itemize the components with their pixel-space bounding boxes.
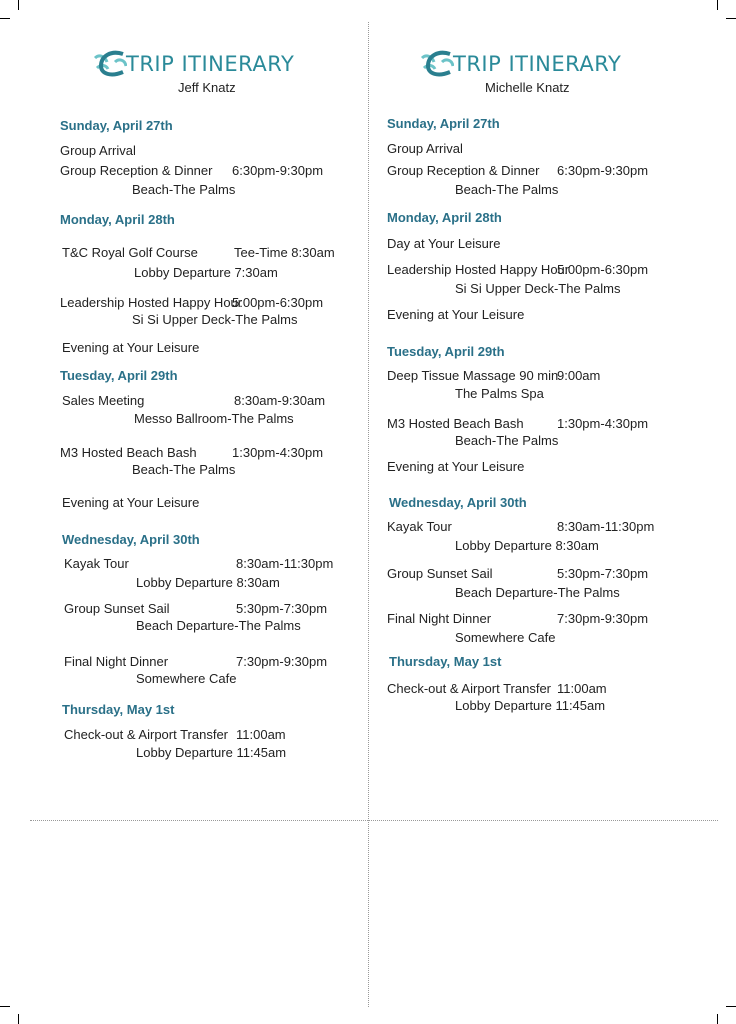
crop-mark [0,18,10,19]
event-title: Final Night Dinner [387,611,492,626]
event-title: Kayak Tour [387,519,452,534]
vertical-cut-line [368,22,369,1007]
event-location: Beach-The Palms [455,433,559,448]
day-heading: Thursday, May 1st [389,654,502,669]
event-location: Beach-The Palms [132,182,236,197]
event-title: Group Reception & Dinner [60,163,213,178]
event-title: Deep Tissue Massage 90 min [387,368,559,383]
event-time: 11:00am [236,727,286,742]
event-title: Final Night Dinner [64,654,169,669]
horizontal-cut-line [30,820,718,821]
event-location: Lobby Departure 7:30am [134,265,278,280]
event-time: 1:30pm-4:30pm [557,416,649,431]
event-time: 6:30pm-9:30pm [232,163,324,178]
crop-mark [0,1006,10,1007]
event-title: Day at Your Leisure [387,236,501,251]
event-location: Lobby Departure 8:30am [455,538,599,553]
wave-logo-icon [420,48,454,78]
event-location: Lobby Departure 11:45am [455,698,606,713]
event-time: 6:30pm-9:30pm [557,163,649,178]
event-location: Somewhere Cafe [136,671,237,686]
day-heading: Tuesday, April 29th [387,344,505,359]
traveler-name: Jeff Knatz [178,80,236,95]
day-heading: Sunday, April 27th [387,116,500,131]
event-title: Group Reception & Dinner [387,163,540,178]
itinerary-card-michelle [385,40,705,713]
event-location: Lobby Departure 11:45am [136,745,287,760]
event-location: Si Si Upper Deck-The Palms [455,281,621,296]
event-location: Beach-The Palms [455,182,559,197]
event-time: 8:30am-11:30pm [557,519,655,534]
day-heading: Wednesday, April 30th [62,532,200,547]
event-time: 5:30pm-7:30pm [557,566,649,581]
event-time: 5:00pm-6:30pm [557,262,649,277]
event-time: 7:30pm-9:30pm [236,654,328,669]
event-title: Group Arrival [60,143,136,158]
crop-mark [717,0,718,10]
event-location: Beach-The Palms [132,462,236,477]
logo-title: TRIP ITINERARY [126,52,295,76]
event-title: M3 Hosted Beach Bash [387,416,524,431]
event-title: Evening at Your Leisure [62,340,200,355]
wave-logo-icon [93,48,127,78]
event-title: Check-out & Airport Transfer [387,681,552,696]
day-heading: Monday, April 28th [60,212,175,227]
event-title: Evening at Your Leisure [387,459,525,474]
event-time: 8:30am-11:30pm [236,556,334,571]
event-location: Si Si Upper Deck-The Palms [132,312,298,327]
event-title: Group Arrival [387,141,463,156]
logo-title: TRIP ITINERARY [453,52,622,76]
day-heading: Monday, April 28th [387,210,502,225]
event-time: 5:30pm-7:30pm [236,601,328,616]
event-title: Check-out & Airport Transfer [64,727,229,742]
event-title: T&C Royal Golf Course [62,245,198,260]
event-time: 11:00am [557,681,607,696]
day-heading: Wednesday, April 30th [389,495,527,510]
crop-mark [726,18,736,19]
logo [58,40,378,100]
event-title: Evening at Your Leisure [387,307,525,322]
event-location: Messo Ballroom-The Palms [134,411,294,426]
day-heading: Tuesday, April 29th [60,368,178,383]
crop-mark [18,0,19,10]
event-title: Kayak Tour [64,556,129,571]
event-title: Group Sunset Sail [387,566,493,581]
event-time: 7:30pm-9:30pm [557,611,649,626]
event-time: 5:00pm-6:30pm [232,295,324,310]
event-location: Beach Departure-The Palms [136,618,301,633]
traveler-name: Michelle Knatz [485,80,570,95]
event-title: Sales Meeting [62,393,145,408]
event-title: Leadership Hosted Happy Hour [60,295,243,310]
crop-mark [726,1006,736,1007]
itinerary-card-jeff [58,40,378,760]
event-location: Somewhere Cafe [455,630,556,645]
event-location: Beach Departure-The Palms [455,585,620,600]
event-title: Group Sunset Sail [64,601,170,616]
event-title: Evening at Your Leisure [62,495,200,510]
event-location: The Palms Spa [455,386,544,401]
logo [385,40,705,100]
event-time: Tee-Time 8:30am [234,245,335,260]
event-title: M3 Hosted Beach Bash [60,445,197,460]
event-time: 8:30am-9:30am [234,393,326,408]
event-time: 1:30pm-4:30pm [232,445,324,460]
event-time: 9:00am [557,368,601,383]
crop-mark [18,1014,19,1024]
day-heading: Thursday, May 1st [62,702,175,717]
day-heading: Sunday, April 27th [60,118,173,133]
crop-mark [717,1014,718,1024]
event-title: Leadership Hosted Happy Hour [387,262,570,277]
event-location: Lobby Departure 8:30am [136,575,280,590]
